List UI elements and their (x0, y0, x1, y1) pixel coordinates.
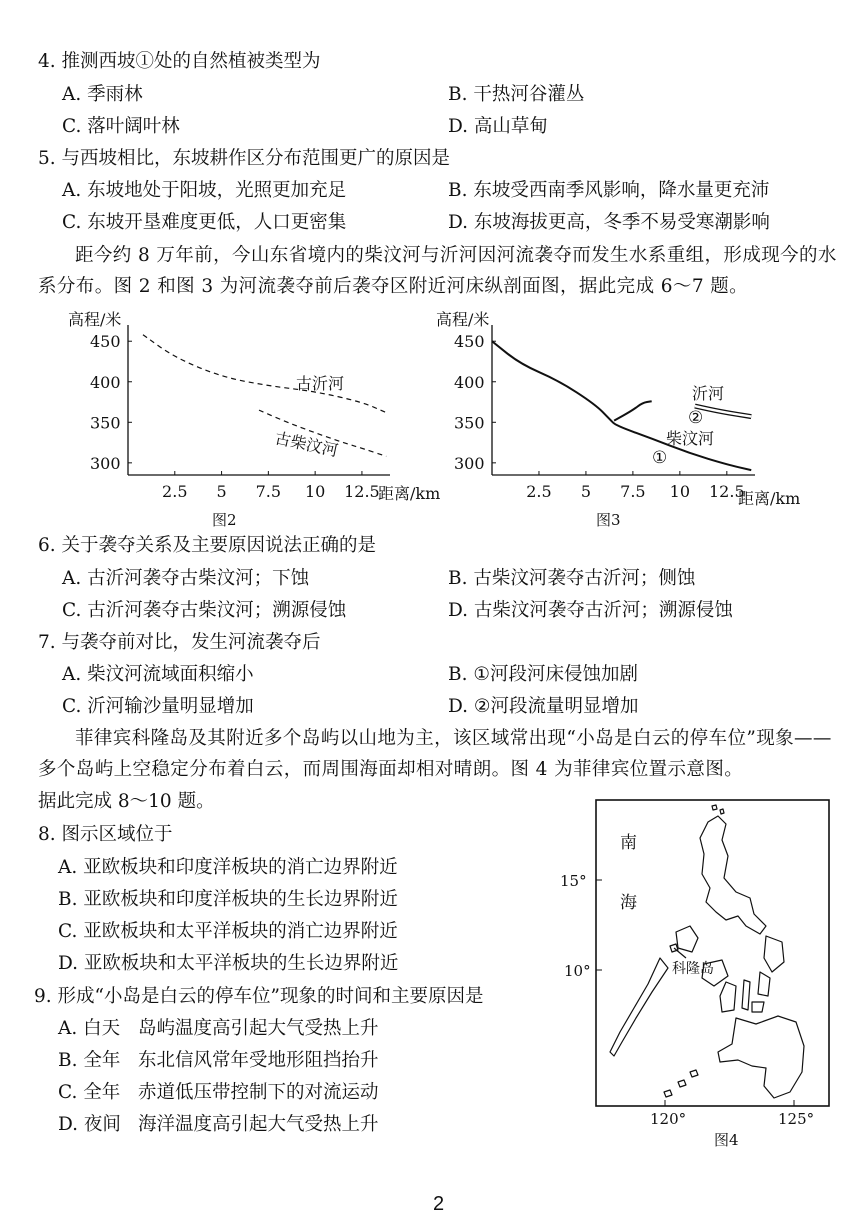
map-palawan-island (610, 958, 668, 1056)
page-number: 2 (433, 1193, 445, 1215)
fig2-label-gu-chai-river: 古柴汶河 (273, 428, 340, 461)
fig2-xtick-label: 7.5 (255, 482, 282, 501)
figure-4-map (560, 796, 850, 1151)
q6-option-c: C. 古沂河袭夺古柴汶河；溯源侵蚀 (62, 600, 347, 621)
q5-option-c: C. 东坡开垦难度更低，人口更密集 (62, 212, 347, 233)
fig3-xtick-label: 5 (580, 482, 592, 501)
map-sulu-islands (664, 1070, 698, 1097)
map-north-islets (712, 805, 724, 814)
q6-option-a: A. 古沂河袭夺古柴汶河；下蚀 (62, 568, 310, 589)
fig2-xtick-label: 12.5 (344, 482, 380, 501)
q9-option-d-reason: 海洋温度高引起大气受热上升 (138, 1114, 379, 1135)
fig3-series-0 (492, 341, 751, 470)
q8-option-a: A. 亚欧板块和印度洋板块的消亡边界附近 (58, 857, 398, 878)
q8-stem: 8. 图示区域位于 (38, 824, 173, 845)
fig3-ytick-label: 350 (454, 413, 485, 433)
fig3-label-yi-river: 沂河 (692, 384, 725, 403)
q5-option-b: B. 东坡受西南季风影响，降水量更充沛 (448, 180, 770, 201)
map-lon-125: 125° (778, 1110, 815, 1128)
fig3-label-chai-river: 柴汶河 (666, 429, 715, 448)
fig3-xlabel: 距离/km (738, 489, 801, 508)
fig3-xtick-label: 7.5 (620, 482, 646, 501)
fig2-ytick-label: 350 (90, 413, 121, 433)
q9-option-b-time: B. 全年 (58, 1050, 121, 1071)
q9-option-a-reason: 岛屿温度高引起大气受热上升 (138, 1018, 379, 1039)
map-samar-island (764, 936, 784, 972)
q9-option-c-reason: 赤道低压带控制下的对流运动 (138, 1082, 379, 1103)
q5-option-a: A. 东坡地处于阳坡，光照更加充足 (62, 180, 347, 201)
q7-option-c: C. 沂河输沙量明显增加 (62, 696, 254, 717)
map-caption: 图4 (714, 1131, 739, 1149)
q9-option-d-time: D. 夜间 (58, 1114, 121, 1135)
map-lat-10: 10° (564, 962, 591, 980)
q8-option-c: C. 亚欧板块和太平洋板块的消亡边界附近 (58, 921, 398, 942)
q6-option-d: D. 古柴汶河袭夺古沂河；溯源侵蚀 (448, 600, 733, 621)
q7-option-a: A. 柴汶河流域面积缩小 (62, 664, 254, 685)
fig2-ytick-label: 450 (90, 332, 121, 352)
fig3-series-2-inner (695, 406, 751, 417)
passage-coron-island: 菲律宾科隆岛及其附近多个岛屿以山地为主，该区域常出现“小岛是白云的停车位”现象——多个岛屿上空稳定分布着白云，而周围海面却相对晴朗。图 4 为菲律宾位置示意图。 (38, 728, 832, 780)
q9-option-a-time: A. 白天 (58, 1018, 121, 1039)
q4-stem: 4. 推测西坡①处的自然植被类型为 (38, 51, 321, 72)
map-leyte-island (758, 972, 770, 996)
q8-option-b: B. 亚欧板块和印度洋板块的生长边界附近 (58, 889, 398, 910)
fig2-caption: 图2 (212, 511, 237, 529)
map-label-coron-island: 科隆岛 (672, 961, 714, 977)
map-mindoro-island (676, 926, 698, 952)
q9-option-b-reason: 东北信风常年受地形阻挡抬升 (138, 1050, 379, 1071)
q9-option-c-time: C. 全年 (58, 1082, 121, 1103)
fig3-xtick-label: 10 (669, 482, 691, 501)
fig3-series-1 (614, 401, 652, 420)
passage-coron-island-tail: 据此完成 8～10 题。 (38, 791, 215, 812)
fig3-ytick-label: 400 (454, 372, 485, 392)
q4-option-b: B. 干热河谷灌丛 (448, 84, 585, 105)
q7-option-b: B. ①河段河床侵蚀加剧 (448, 664, 638, 685)
map-label-south: 南 (620, 833, 637, 853)
q4-option-c: C. 落叶阔叶林 (62, 116, 180, 137)
fig3-ytick-label: 450 (454, 332, 485, 352)
q5-option-d: D. 东坡海拔更高，冬季不易受寒潮影响 (448, 212, 770, 233)
fig2-ytick-label: 400 (90, 372, 121, 392)
fig3-ylabel: 高程/米 (436, 310, 490, 329)
q6-stem: 6. 关于袭夺关系及主要原因说法正确的是 (38, 535, 377, 556)
map-lat-15: 15° (560, 872, 587, 890)
fig3-caption: 图3 (596, 511, 621, 529)
fig3-xtick-label: 2.5 (526, 482, 552, 501)
map-cebu-island (742, 980, 750, 1010)
fig3-mark-2: ② (688, 408, 704, 428)
figure-2-chart (60, 305, 440, 530)
q6-option-b: B. 古柴汶河袭夺古沂河；侧蚀 (448, 568, 696, 589)
q9-stem: 9. 形成“小岛是白云的停车位”现象的时间和主要原因是 (34, 986, 484, 1007)
fig2-label-gu-yi-river: 古沂河 (296, 374, 345, 393)
fig2-xtick-label: 5 (216, 482, 227, 501)
map-mindanao-island (718, 1016, 804, 1098)
fig3-ytick-label: 300 (454, 453, 485, 473)
map-label-sea: 海 (620, 893, 637, 913)
fig2-xtick-label: 2.5 (162, 482, 188, 501)
fig3-mark-1: ① (652, 448, 668, 468)
map-luzon-island (700, 816, 766, 934)
q5-stem: 5. 与西坡相比，东坡耕作区分布范围更广的原因是 (38, 148, 451, 169)
figure-3-chart (430, 305, 810, 530)
map-lon-120: 120° (650, 1110, 687, 1128)
q4-option-d: D. 高山草甸 (448, 116, 548, 137)
map-negros-island (720, 982, 736, 1012)
q7-stem: 7. 与袭夺前对比，发生河流袭夺后 (38, 632, 321, 653)
fig2-xlabel: 距离/km (378, 484, 440, 503)
fig3-xtick-label: 12.5 (709, 482, 745, 501)
q4-option-a: A. 季雨林 (62, 84, 143, 105)
fig2-xtick-label: 10 (304, 482, 326, 501)
fig2-series-0 (143, 335, 386, 413)
passage-river-capture: 距今约 8 万年前，今山东省境内的柴汶河与沂河因河流袭夺而发生水系重组，形成现今的水系分布。图 2 和图 3 为河流袭夺前后袭夺区附近河床纵剖面图，据此完成 6～7 题。 (38, 245, 837, 297)
fig2-ylabel: 高程/米 (68, 310, 122, 329)
map-bohol-island (752, 1002, 764, 1012)
q7-option-d: D. ②河段流量明显增加 (448, 696, 639, 717)
fig2-ytick-label: 300 (90, 453, 121, 473)
q8-option-d: D. 亚欧板块和太平洋板块的生长边界附近 (58, 953, 399, 974)
